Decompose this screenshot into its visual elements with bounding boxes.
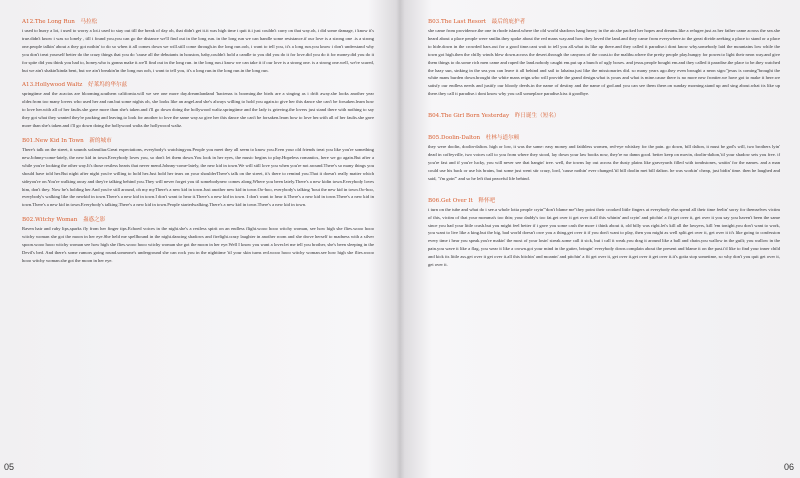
lyrics-section: [428, 197, 780, 269]
lyrics-section: [22, 18, 374, 74]
right-page-column: [428, 18, 780, 276]
lyrics-section: [428, 112, 780, 120]
song-lyrics: Raven hair and ruby lips,sparks fly from her finger tips.Echoed voices in the night.she's a restless spirit on an endless flight.wooo hooo witchy woman, see how high she flies.wooo hooo witchy woman she got the moon in her eye.She held me spellbound in the night.dancing shadows and firelight.crazy laughter in another room and she drove herself to madness with a silver spoon.wooo hooo witchy woman see how high she flies.wooo hooo witchy woman she got the moon in her eye.Well I know you want a lover.let me tell you brother, she's been sleeping in the Devil's bed. And there's some rumors going round.someone's underground she can rock you in the nighttime 'til your skin turns red.wooo hooo witchy woman.see how high she flies.wooo hooo witchy woman.she got the moon in her eye.: [22, 226, 374, 263]
song-lyrics: i used to hurry a lot, i used to worry a lot.i used to stay out till the break of day oh, that didn't get it.it was high time i quit it.i just couldn't carry on that way.oh, i did some damage, i know it's true.didn't know i was so lonely , till i found you.you can go the distance we'll find out in the long run. in the long run we can handle some resistance.if our love is a strong one .is a strong one.people talkin' about a they got nothin' to do so when it all comes down we will.still come through.in the long run.ooh, i want to tell you, it's a long run.you know i don't understand why you don't treat yourself better do the crazy things that you do 'cause all the debutants in houston, baby,couldn't hold a candle to you did you do it for love.did you do it for money.did you do it for spite did you think you had to, honey.who is gonna make it.we'll find out in the long run. in the long run.i know we can take it if our love is a strong one. is a strong one.well, we're scared, but we ain't shakin'kinda bent, but we ain't breakin'in the long run ooh, i want to tell you, it's a long run.in the long run.in the long run.: [22, 28, 374, 73]
song-lyrics: i turn on the tube and what do i see.a whole lotta people cryin'"don't blame me"they point their crooked little fingers at everybody else.spend all their time feelin' sorry for themselves victim of this, victim of that your momma's too thin; your daddy's too fat.get over it get over it.all this whinin' and cryin' and pitchin' a fit get over it, get over it you say you haven't been the same since you had your little crash.but you might feel better if i gave you some cash the more i think about it, old billy was right.let's kill all the lawyers, kill 'em tonight.you don't want to work, you want to live like a king.but the big, bad world doesn't owe you a thing.get over it if you don't want to play, then you might as well split.get over it, get over it it's like going to confession every time i hear you speak.you're makin' the most of your losin' streak.some call it sick, but i call it weak.you drag it around like a ball and chain.you wallow in the guilt; you wallow in the pain.you wave it like a flag, you wear it like a crown.got your mind in the gutter, bringin' everybody down.complain about the present and blame it on the past.i'd like to find your inner child and kick its little ass.get over it get over it.all this bitchin' and moanin' and pitchin' a fit get over it, get over it.get over it get over it.it's gotta stop sometime, so why don't you quit get over it, get over it.: [428, 206, 780, 268]
song-heading: B06.Get Over It 释怀吧: [428, 197, 496, 204]
lyrics-section: [22, 137, 374, 209]
song-heading: B02.Witchy Woman 蛊惑之影: [22, 217, 106, 224]
lyrics-section: [22, 216, 374, 265]
lyrics-section: [428, 134, 780, 183]
song-heading: A12.The Long Run 马拉松: [22, 19, 98, 25]
left-page-column: [22, 18, 374, 272]
song-heading: B05.Doolin-Dalton 杜林与道尔顿: [428, 135, 520, 142]
page-number: 06: [783, 462, 794, 472]
lyrics-section: [22, 81, 374, 130]
song-lyrics: springtime and the acacias are blooming.southern california.will we see one more day.dreamlandand 'hacienas is booming.the birds are a singing as i drift away.she looks another year older.from too many lovers who used her and ran.but some nights oh, she looks like an angel.and she's always willing to hold you again.to give her this dance she can't be forsaken.learn how to love her.with all of her faults.she gave more than she's taken.and i'll go down doing the hollywood waltz.springtime and the lady is grieving.the lovers just stand there with nothing to say they got what they wanted they're packing and leaving.to look for another to love the same way.so give her this dance she can't be forsaken.learn how to love her.with all of her faults.she gave more than she's taken.and i'll go down doing the hollywood waltz.the hollywood waltz.: [22, 91, 374, 129]
song-heading: B01.New Kid In Town 新的城市: [22, 137, 112, 144]
song-heading: B03.The Last Resort 最后的庇护者: [428, 19, 526, 25]
song-heading: B04.The Girl Born Yesterday 昨日诞生（短名）: [428, 113, 560, 120]
song-lyrics: they were doolin, doolin-dalton. high or low, it was the same: easy money and faithless women, red-eye whiskey for the pain. go down, bill dalton, it must be god's will, two brothers lyin' dead in coffeyville, two voices call to you from where they stood, lay down your law books now, they're no damn good. better keep on movin, doolin-dalton,'til your shadow sets you free. if you're fast and if you're lucky, you will never see that hangin' tree. well, the towns lay out across the dusty plains like graveyards filled with tombstones, waitin' for the names. and a man could use his back or use his brains, but some just went stir crazy, lord, 'cause nothin' ever changed.'til bill doolin met bill dalton. he was workin' cheap, just bidin' time. then he laughed and said, "i'm goin'" and so he left that peaceful life behind.: [428, 144, 780, 181]
right-page: [400, 0, 800, 478]
lyrics-section: [428, 18, 780, 98]
page-number: 05: [4, 462, 15, 472]
song-lyrics: There's talk on the street, it sounds sofamiliar.Great expectations, everybody's watchingyou.People you meet they all seem to know you.Even your old friends treat you like you're something new.Johnny-come-lately, the new kid in town.Everybody loves you, so don't let them down.You look in her eyes, the music begins to play.Hopeless romantics, here we go again.But after a while you're looking the other way.It's those restless hearts that never mend.Johnny-come-lately, the new kid in town.We will still love you when you're not around.There's so many things you should have told her.But night after night you're willing to hold her.Just hold her tears on your shoulderThere's talk on the street, it's there to remind you.That it doesn't really matter which sideyou're on.You're walking away and they're talking behind you.They will never forget you til somebodynew comes along.Where you been lately.There's a new kidin town.Everybody loves him, don't they. Now he's holding her.And you're still around, oh my myThere's a new kid in town.Just another new kid in town.Oo-hoo, everybody's talking 'bout the new kid in town.Oo-hoo, everybody's walking like the newkid in town.There's a new kid in town.I don't want to hear it.There's a new kid in town. I don't want to hear it.There's a new kid in town.There's a new kid in town.There's a new kid in town.Everybody's talking.There's a new kid in town.People startedwalking.There's a new kid in town.There's a new kid in town.: [22, 146, 374, 208]
song-lyrics: she came from providence.the one in rhode island.where the old world shadows hang heavy in the air.she packed her hopes and dreams.like a refugee.just as her father came across the sea.she heard about a place people were smilin.they spoke about the red mans way.and how they loved the land.and they came from everywhere.to the great divide.seeking a place to stand or a place to hide.down in the crowded bars.out for a good time.cant wait to tell you all.what its like up there.and they called it paradise.i dont know why.somebody laid the mountains low while the town got high.then the chilly winds blew down.across the desert.through the canyons of the coast.to the malibu.where the pretty people play.hungry for power.to light their neon way.and give them things to do.some rich men came and raped the land.nobody caught em.put up a bunch of ugly boxes. and jesus.people bought em.and they called it paradise.the place to be.they watched the hazy sun, sinking in the sea.you can leave it all behind and sail to lahaina.just like the missionaries did. so many years ago.they even brought a neon sign:"jesus is coming"brought the white mans burden down.brought the white mans reign.who will provide the grand design.what is yours and what is mine.cause there is no more new frontier.we have got to make it here.we satisfy our endless needs and justify our bloody deeds.in the name of destiny and the name of god.and you can see them there.on sunday morning.stand up and sing about.what its like up there.they call it paradise.i dont know why you call someplace paradise.kiss it goodbye.: [428, 28, 780, 97]
song-heading: A13.Hollywood Waltz 好莱坞的华尔兹: [22, 82, 128, 89]
